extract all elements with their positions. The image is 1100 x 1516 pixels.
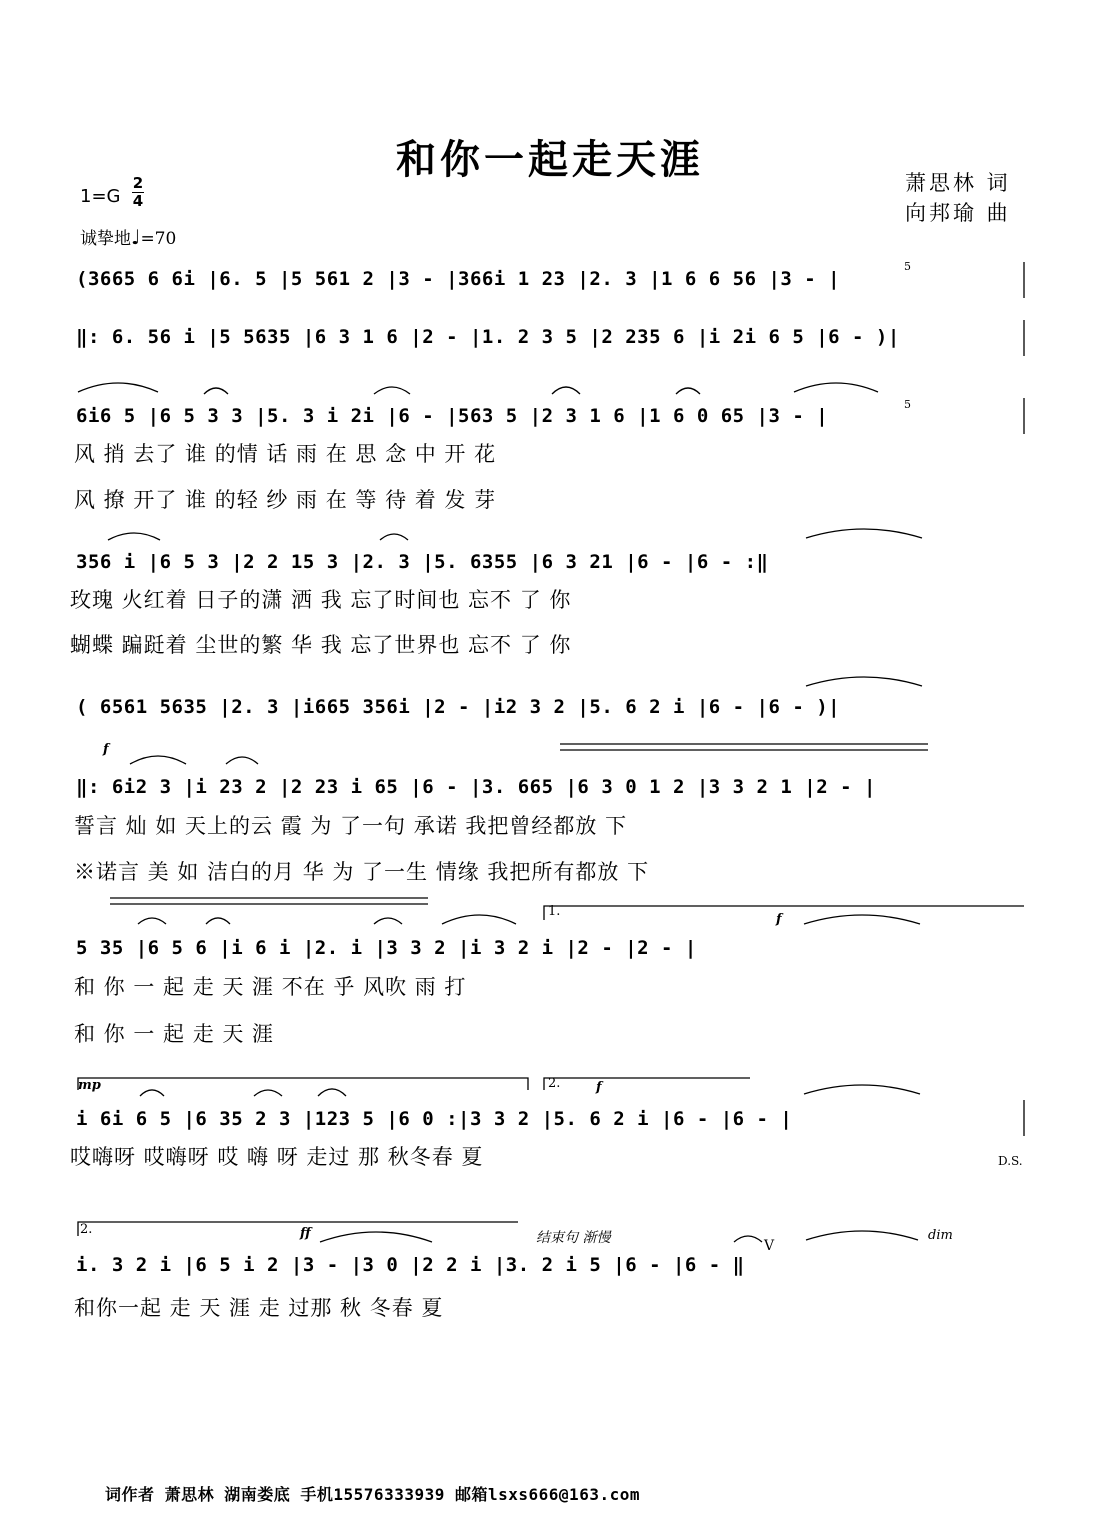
score-row-8: i 6i 6 5 |6 35 2 3 |123 5 |6 0 :|3 3 2 |5. 6 2 i |6 - |6 - |: [76, 1108, 793, 1130]
lyric-row-3-verse-1: 风 捎 去了 谁 的情 话 雨 在 思 念 中 开 花: [74, 442, 497, 466]
score-row-4: 356 i |6 5 3 |2 2 15 3 |2. 3 |5. 6355 |6 3 21 |6 - |6 - :‖: [76, 551, 769, 573]
lyric-row-7-verse-2: 和 你 一 起 走 天 涯: [74, 1022, 275, 1046]
score-row-6: ‖: 6i2 3 |i 23 2 |2 23 i 65 |6 - |3. 665 |6 3 0 1 2 |3 3 2 1 |2 - |: [76, 776, 876, 798]
dynamic-diminuendo: dim: [928, 1228, 953, 1243]
lyric-row-7-verse-1: 和 你 一 起 走 天 涯 不在 乎 风吹 雨 打: [74, 975, 467, 999]
ending-ritardando-text: 结束句 渐慢: [536, 1230, 611, 1246]
author-contact-footer: 词作者 萧思林 湖南娄底 手机15576333939 邮箱lsxs666@163.com: [105, 1485, 640, 1504]
score-row-1: (3665 6 6i |6. 5 |5 561 2 |3 - |366i 1 23 |2. 3 |1 6 6 56 |3 - |: [76, 268, 841, 290]
volta-2-label-b: 2.: [80, 1222, 93, 1237]
volta-2-label: 2.: [548, 1076, 561, 1091]
tempo-text: 诚挚地: [80, 229, 131, 249]
grace-note-2: 5: [904, 398, 911, 411]
lyric-row-6-verse-1: 誓言 灿 如 天上的云 霞 为 了一句 承诺 我把曾经都放 下: [74, 814, 628, 838]
volta-1-label: 1.: [548, 904, 561, 919]
lyric-row-4-verse-1: 玫瑰 火红着 日子的潇 洒 我 忘了时间也 忘不 了 你: [70, 588, 572, 612]
score-row-5: ( 6561 5635 |2. 3 |i665 356i |2 - |i2 3 2 |5. 6 2 i |6 - |6 - )|: [76, 696, 841, 718]
lyric-row-9: 和你一起 走 天 涯 走 过那 秋 冬春 夏: [74, 1296, 444, 1320]
lyric-row-8: 哎嗨呀 哎嗨呀 哎 嗨 呀 走过 那 秋冬春 夏: [70, 1145, 484, 1169]
dynamic-fortissimo: ff: [300, 1226, 311, 1241]
time-signature-denominator: 4: [132, 192, 144, 210]
grace-note: 5: [904, 260, 911, 273]
lyric-row-3-verse-2: 风 撩 开了 谁 的轻 纱 雨 在 等 待 着 发 芽: [74, 488, 497, 512]
dal-segno-mark: D.S.: [998, 1154, 1023, 1168]
dynamic-forte-3: f: [596, 1080, 602, 1095]
score-row-3: 6i6 5 |6 5 3 3 |5. 3 i 2i |6 - |563 5 |2 3 1 6 |1 6 0 65 |3 - |: [76, 405, 829, 427]
score-row-2: ‖: 6. 56 i |5 5635 |6 3 1 6 |2 - |1. 2 3 5 |2 235 6 |i 2i 6 5 |6 - )|: [76, 326, 900, 348]
score-row-9: i. 3 2 i |6 5 i 2 |3 - |3 0 |2 2 i |3. 2 i 5 |6 - |6 - ‖: [76, 1254, 745, 1276]
score-row-7: 5 35 |6 5 6 |i 6 i |2. i |3 3 2 |i 3 2 i |2 - |2 - |: [76, 937, 697, 959]
time-signature-numerator: 2: [132, 174, 144, 192]
key-signature: 1=G: [80, 186, 121, 207]
lyric-row-6-verse-2: ※诺言 美 如 洁白的月 华 为 了一生 情缘 我把所有都放 下: [74, 860, 650, 884]
quarter-note-icon: ♩: [131, 225, 141, 249]
tempo-value: =70: [140, 229, 177, 249]
dynamic-forte: f: [103, 742, 109, 757]
dynamic-forte-2: f: [776, 912, 782, 927]
composer-credit: 向邦瑜 曲: [905, 201, 1011, 225]
breath-mark: V: [764, 1238, 775, 1254]
lyricist-credit: 萧思林 词: [905, 171, 1011, 195]
dynamic-mezzo-piano: mp: [78, 1078, 101, 1093]
lyric-row-4-verse-2: 蝴蝶 蹁跹着 尘世的繁 华 我 忘了世界也 忘不 了 你: [70, 633, 572, 657]
page-title: 和你一起走天涯: [396, 136, 704, 183]
